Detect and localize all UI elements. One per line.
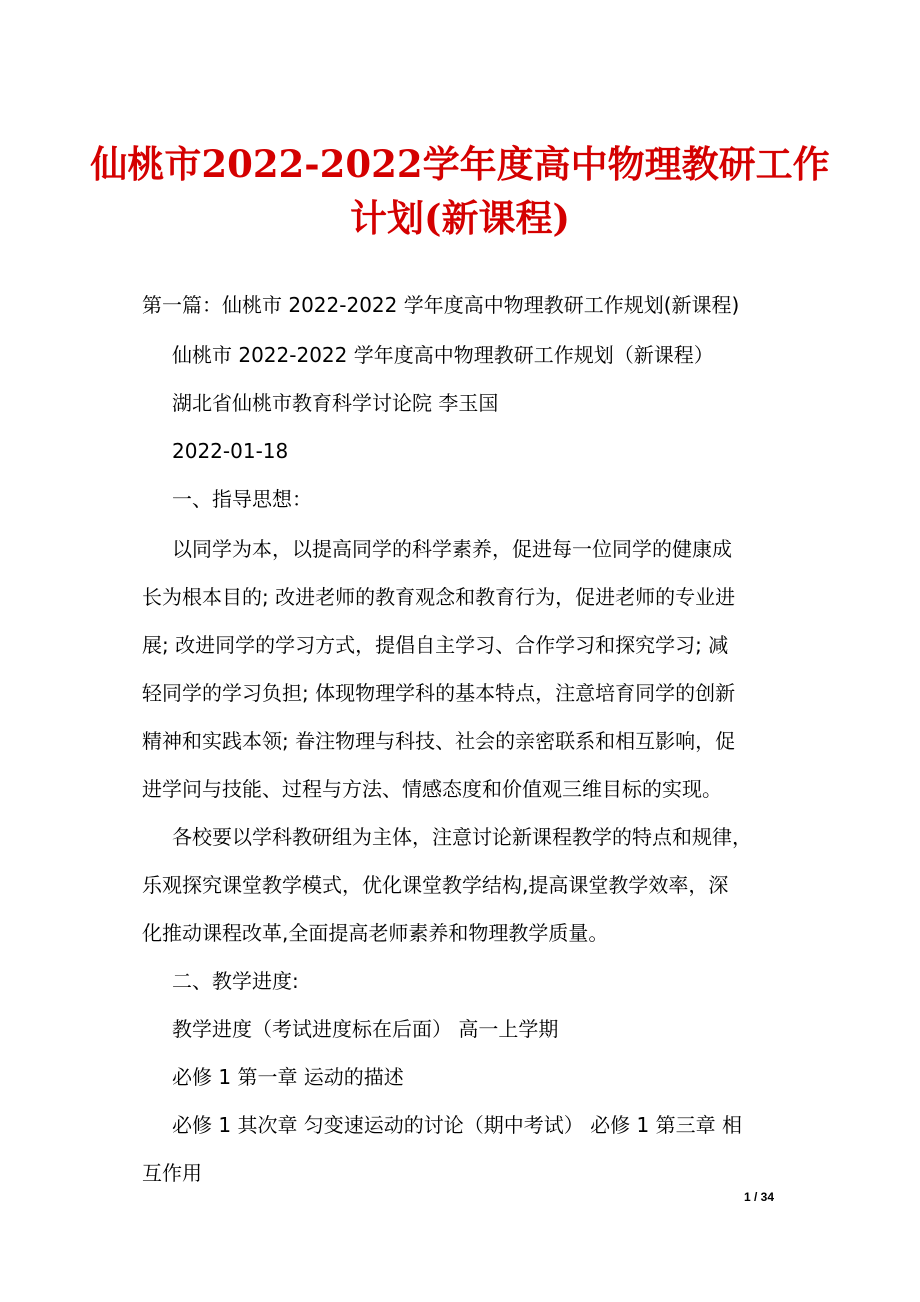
document-title-line-1: 仙桃市2022-2022学年度高中物理教研工作 (90, 142, 830, 186)
body-line: 必修 1 其次章 匀变速运动的讨论（期中考试） 必修 1 第三章 相 (172, 1113, 742, 1137)
body-line: 互作用 (142, 1161, 202, 1185)
paragraph-line: 进学问与技能、过程与方法、情感态度和价值观三维目标的实现。 (142, 777, 722, 801)
paragraph-line: 轻同学的学习负担; 体现物理学科的基本特点，注意培育同学的创新 (142, 681, 736, 705)
body-line-author: 湖北省仙桃市教育科学讨论院 李玉国 (172, 391, 499, 415)
body-line: 教学进度（考试进度标在后面） 高一上学期 (172, 1017, 559, 1041)
body-line-subtitle: 仙桃市 2022-2022 学年度高中物理教研工作规划（新课程） (172, 343, 714, 367)
body-line: 必修 1 第一章 运动的描述 (172, 1065, 404, 1089)
paragraph-line: 乐观探究课堂教学模式，优化课堂教学结构,提高课堂教学效率，深 (142, 873, 729, 897)
page-number: 1 / 34 (744, 1190, 775, 1204)
paragraph-line: 各校要以学科教研组为主体，注意讨论新课程教学的特点和规律， (172, 825, 752, 849)
paragraph-line: 以同学为本，以提高同学的科学素养，促进每一位同学的健康成 (172, 537, 732, 561)
paragraph-line: 长为根本目的; 改进老师的教育观念和教育行为，促进老师的专业进 (142, 585, 736, 609)
paragraph-line: 展; 改进同学的学习方式，提倡自主学习、合作学习和探究学习; 减 (142, 633, 729, 657)
section-heading-guiding-thought: 一、指导思想： (172, 487, 312, 511)
body-line-heading: 第一篇：仙桃市 2022-2022 学年度高中物理教研工作规划(新课程) (142, 293, 740, 317)
section-heading-teaching-progress: 二、教学进度: (172, 969, 299, 993)
paragraph-line: 化推动课程改革,全面提高老师素养和物理教学质量。 (142, 921, 609, 945)
body-line-date: 2022-01-18 (172, 439, 289, 463)
document-title-line-2: 计划(新课程) (349, 196, 570, 240)
paragraph-line: 精神和实践本领; 眷注物理与科技、社会的亲密联系和相互影响，促 (142, 729, 736, 753)
